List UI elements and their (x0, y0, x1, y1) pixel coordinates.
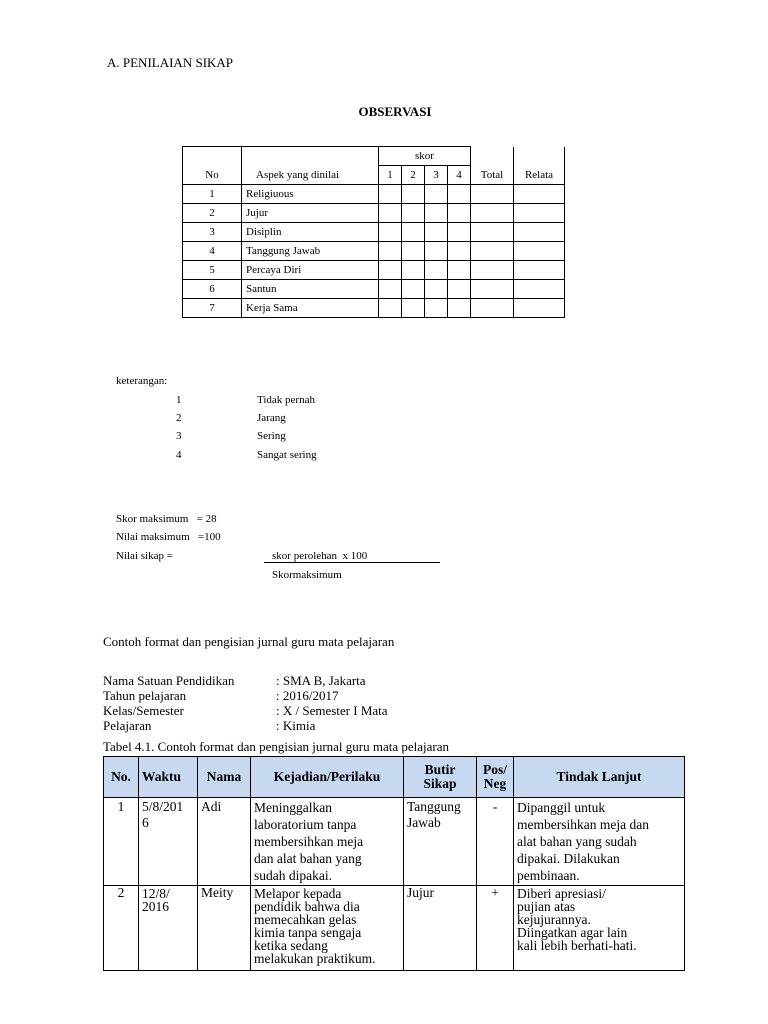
info-row (103, 673, 388, 688)
total-cell[interactable] (471, 280, 514, 299)
header-posneg (477, 757, 514, 798)
score-cell[interactable] (425, 223, 448, 242)
row-no: 5 (183, 261, 242, 280)
row-event (251, 886, 404, 971)
row-no: 2 (104, 886, 139, 971)
row-time (139, 886, 198, 971)
info-row (103, 703, 388, 718)
formula-denominator: Skormaksimum (272, 569, 342, 581)
score-cell[interactable] (402, 223, 425, 242)
event-line: membersihkan meja (254, 834, 364, 849)
followup-line: alat bahan yang sudah (517, 834, 637, 849)
info-value: : SMA B, Jakarta (276, 673, 366, 688)
row-no: 4 (183, 242, 242, 261)
row-attitude (404, 798, 477, 886)
score-cell[interactable] (379, 185, 402, 204)
legend-title: keterangan: (116, 375, 168, 387)
max-value: Nilai maksimum =100 (116, 531, 221, 543)
time-line: 6 (142, 815, 149, 830)
journal-intro: Contoh format dan pengisian jurnal guru mata pelajaran (103, 634, 395, 649)
header-attitude (404, 757, 477, 798)
total-cell[interactable] (471, 204, 514, 223)
header-aspect: Aspek yang dinilai (242, 147, 379, 185)
row-aspect: Religiuous (242, 185, 379, 204)
formula-label: Nilai sikap = (116, 550, 173, 562)
time-line: 2016 (142, 899, 169, 914)
header-name: Nama (198, 757, 251, 798)
header-score-1: 1 (379, 166, 402, 185)
score-cell[interactable] (379, 261, 402, 280)
row-aspect: Disiplin (242, 223, 379, 242)
row-no: 1 (183, 185, 242, 204)
legend-score: 4 (176, 449, 182, 461)
table-row (183, 223, 565, 242)
observation-table (182, 146, 565, 318)
score-cell[interactable] (425, 261, 448, 280)
score-cell[interactable] (379, 242, 402, 261)
row-aspect: Tanggung Jawab (242, 242, 379, 261)
event-line: pendidik bahwa dia (254, 899, 360, 914)
info-row (103, 718, 388, 733)
header-event: Kejadian/Perilaku (251, 757, 404, 798)
score-cell[interactable] (448, 204, 471, 223)
event-line: sudah dipakai. (254, 868, 332, 883)
table-row (183, 261, 565, 280)
info-row (103, 688, 388, 703)
attitude-line: Jawab (407, 815, 441, 830)
score-cell[interactable] (425, 242, 448, 261)
header-relata: Relata (514, 147, 565, 185)
score-cell[interactable] (402, 204, 425, 223)
event-line: Meninggalkan (254, 800, 332, 815)
score-cell[interactable] (448, 299, 471, 318)
header-no: No (183, 147, 242, 185)
followup-line: membersihkan meja dan (517, 817, 649, 832)
row-sign: - (477, 798, 514, 886)
row-aspect: Percaya Diri (242, 261, 379, 280)
header-posneg-line: Pos/ (482, 762, 507, 777)
header-attitude-line: Butir (424, 762, 456, 777)
score-cell[interactable] (402, 261, 425, 280)
table-row (104, 886, 685, 971)
score-cell[interactable] (402, 242, 425, 261)
relata-cell[interactable] (514, 299, 565, 318)
header-score-group: skor (379, 147, 471, 166)
score-cell[interactable] (425, 204, 448, 223)
score-cell[interactable] (448, 185, 471, 204)
followup-line: kali lebih berhati-hati. (517, 938, 637, 953)
event-line: Melapor kepada (254, 886, 342, 901)
score-cell[interactable] (425, 280, 448, 299)
info-value: : X / Semester I Mata (276, 703, 388, 718)
table-row (183, 185, 565, 204)
legend-score: 1 (176, 394, 182, 406)
row-aspect: Kerja Sama (242, 299, 379, 318)
header-score-3: 3 (425, 166, 448, 185)
total-cell[interactable] (471, 299, 514, 318)
legend-label: Sering (257, 430, 286, 442)
row-sign: + (477, 886, 514, 971)
attitude-line: Jujur (407, 885, 434, 900)
legend-label: Tidak pernah (257, 394, 315, 406)
followup-line: kejujurannya. (517, 912, 591, 927)
info-label: Kelas/Semester (103, 703, 184, 718)
row-event (251, 798, 404, 886)
row-name: Adi (198, 798, 251, 886)
row-time (139, 798, 198, 886)
row-aspect: Santun (242, 280, 379, 299)
followup-line: Dipanggil untuk (517, 800, 606, 815)
score-cell[interactable] (448, 280, 471, 299)
score-cell[interactable] (379, 299, 402, 318)
score-cell[interactable] (448, 261, 471, 280)
event-line: dan alat bahan yang (254, 851, 362, 866)
total-cell[interactable] (471, 223, 514, 242)
event-line: melakukan praktikum. (254, 951, 376, 966)
table-row (183, 204, 565, 223)
attitude-line: Tanggung (407, 799, 461, 814)
score-cell[interactable] (402, 185, 425, 204)
header-time: Waktu (139, 757, 198, 798)
formula-numerator: skor perolehan x 100 (264, 550, 440, 563)
score-cell[interactable] (425, 299, 448, 318)
header-no: No. (104, 757, 139, 798)
total-cell[interactable] (471, 261, 514, 280)
table-row (104, 798, 685, 886)
row-no: 7 (183, 299, 242, 318)
max-score: Skor maksimum = 28 (116, 513, 217, 525)
legend-score: 3 (176, 430, 182, 442)
table-row (183, 242, 565, 261)
followup-line: pembinaan. (517, 868, 580, 883)
header-score-4: 4 (448, 166, 471, 185)
relata-cell[interactable] (514, 242, 565, 261)
info-label: Nama Satuan Pendidikan (103, 673, 235, 688)
row-attitude (404, 886, 477, 971)
row-followup (514, 886, 685, 971)
header-score-2: 2 (402, 166, 425, 185)
score-cell[interactable] (402, 299, 425, 318)
score-cell[interactable] (425, 185, 448, 204)
relata-cell[interactable] (514, 223, 565, 242)
score-cell[interactable] (402, 280, 425, 299)
row-name: Meity (198, 886, 251, 971)
event-line: ketika sedang (254, 938, 328, 953)
total-cell[interactable] (471, 242, 514, 261)
table-row (183, 299, 565, 318)
header-followup: Tindak Lanjut (514, 757, 685, 798)
followup-line: Diberi apresiasi/ (517, 886, 606, 901)
journal-caption: Tabel 4.1. Contoh format dan pengisian jurnal guru mata pelajaran (103, 739, 450, 754)
header-posneg-line: Neg (483, 776, 507, 791)
info-value: : Kimia (276, 718, 316, 733)
score-cell[interactable] (448, 242, 471, 261)
followup-line: dipakai. Dilakukan (517, 851, 620, 866)
row-no: 1 (104, 798, 139, 886)
info-value: : 2016/2017 (276, 688, 339, 703)
score-cell[interactable] (448, 223, 471, 242)
event-line: memecahkan gelas (254, 912, 357, 927)
score-cell[interactable] (379, 280, 402, 299)
row-no: 2 (183, 204, 242, 223)
relata-cell[interactable] (514, 261, 565, 280)
row-aspect: Jujur (242, 204, 379, 223)
header-attitude-line: Sikap (423, 776, 457, 791)
legend-label: Sangat sering (257, 449, 317, 461)
followup-line: pujian atas (517, 899, 576, 914)
score-cell[interactable] (379, 223, 402, 242)
journal-table (103, 756, 685, 971)
school-info (103, 673, 388, 733)
relata-cell[interactable] (514, 280, 565, 299)
relata-cell[interactable] (514, 185, 565, 204)
info-label: Tahun pelajaran (103, 688, 187, 703)
followup-line: Diingatkan agar lain (517, 925, 628, 940)
observation-title: OBSERVASI (358, 104, 432, 119)
info-label: Pelajaran (103, 718, 152, 733)
score-cell[interactable] (379, 204, 402, 223)
time-line: 5/8/201 (142, 799, 184, 814)
header-total: Total (471, 147, 514, 185)
table-row (183, 280, 565, 299)
event-line: kimia tanpa sengaja (254, 925, 362, 940)
section-heading: A. PENILAIAN SIKAP (107, 55, 234, 70)
event-line: laboratorium tanpa (254, 817, 357, 832)
legend-label: Jarang (257, 412, 286, 424)
row-followup (514, 798, 685, 886)
total-cell[interactable] (471, 185, 514, 204)
time-line: 12/8/ (142, 886, 170, 901)
row-no: 6 (183, 280, 242, 299)
legend-score: 2 (176, 412, 182, 424)
row-no: 3 (183, 223, 242, 242)
relata-cell[interactable] (514, 204, 565, 223)
